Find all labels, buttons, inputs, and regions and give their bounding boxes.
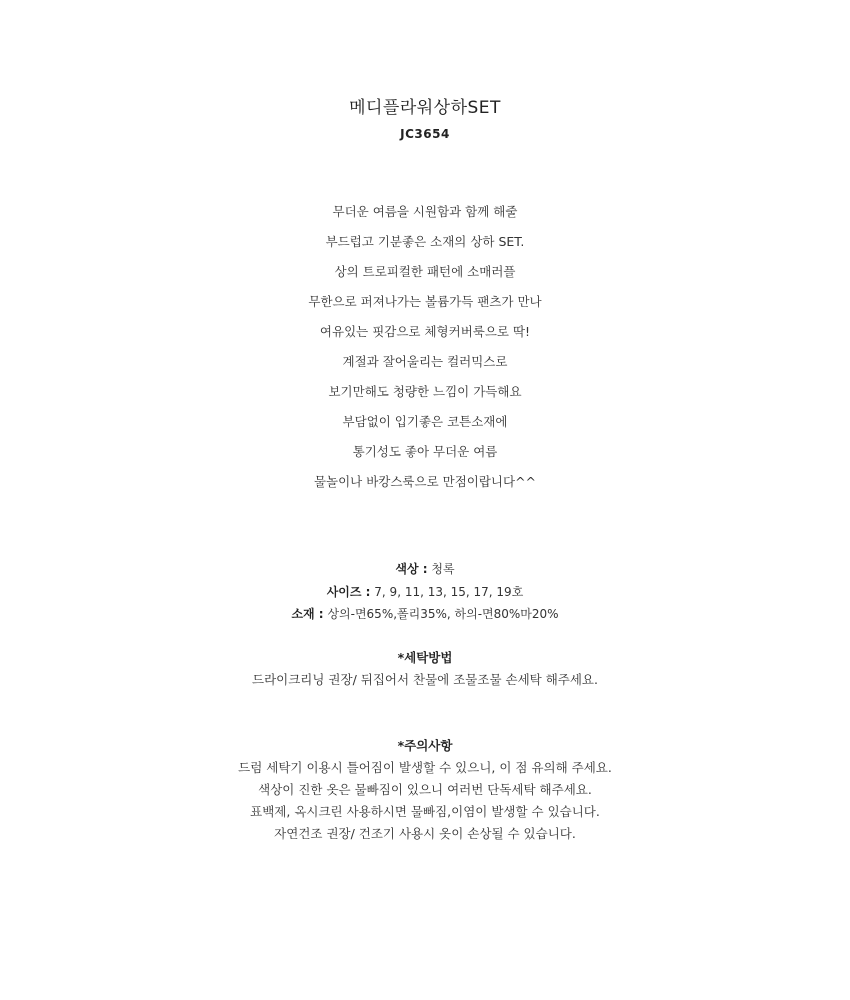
spec-size-value: 7, 9, 11, 13, 15, 17, 19호 — [374, 585, 524, 599]
description-line: 부담없이 입기좋은 코튼소재에 — [342, 414, 508, 429]
product-name: 메디플라워상하SET — [349, 98, 501, 118]
description-line: 물놀이나 바캉스룩으로 만점이랍니다^^ — [313, 474, 537, 489]
spec-color-value: 청록 — [431, 562, 455, 576]
caution-line: 자연건조 권장/ 건조기 사용시 옷이 손상될 수 있습니다. — [274, 826, 576, 841]
spec-size-label: 사이즈 : — [326, 585, 371, 599]
spec-color — [0, 558, 850, 580]
spec-material-label: 소재 : — [291, 607, 324, 621]
washing-title: *세탁방법 — [397, 650, 453, 665]
description-line: 무더운 여름을 시원함과 함께 해줄 — [332, 204, 518, 219]
caution-list — [0, 757, 850, 845]
spec-material — [0, 603, 850, 625]
caution-line: 드럼 세탁기 이용시 틀어짐이 발생할 수 있으니, 이 점 유의해 주세요. — [238, 760, 612, 775]
description-line: 보기만해도 청량한 느낌이 가득해요 — [328, 384, 522, 399]
description-line: 계절과 잘어울리는 컬러믹스로 — [342, 354, 508, 369]
spec-material-value: 상의-면65%,폴리35%, 하의-면80%마20% — [327, 607, 559, 621]
description-line: 여유있는 핏감으로 체형커버룩으로 딱! — [319, 324, 531, 339]
caution-line: 표백제, 옥시크린 사용하시면 물빠짐,이염이 발생할 수 있습니다. — [250, 804, 600, 819]
description-line: 부드럽고 기분좋은 소재의 상하 SET. — [325, 234, 525, 249]
spec-color-label: 색상 : — [395, 562, 428, 576]
description-line: 통기성도 좋아 무더운 여름 — [352, 444, 498, 459]
product-description — [0, 201, 850, 501]
description-line: 상의 트로피컬한 패턴에 소매러플 — [334, 264, 516, 279]
description-line: 무한으로 퍼져나가는 볼륨가득 팬츠가 만나 — [308, 294, 542, 309]
washing-instructions: 드라이크리닝 권장/ 뒤집어서 찬물에 조물조물 손세탁 해주세요. — [252, 672, 598, 687]
spec-size — [0, 581, 850, 603]
product-code: JC3654 — [400, 127, 450, 141]
caution-line: 색상이 진한 옷은 물빠짐이 있으니 여러번 단독세탁 해주세요. — [258, 782, 592, 797]
caution-title: *주의사항 — [397, 738, 453, 753]
